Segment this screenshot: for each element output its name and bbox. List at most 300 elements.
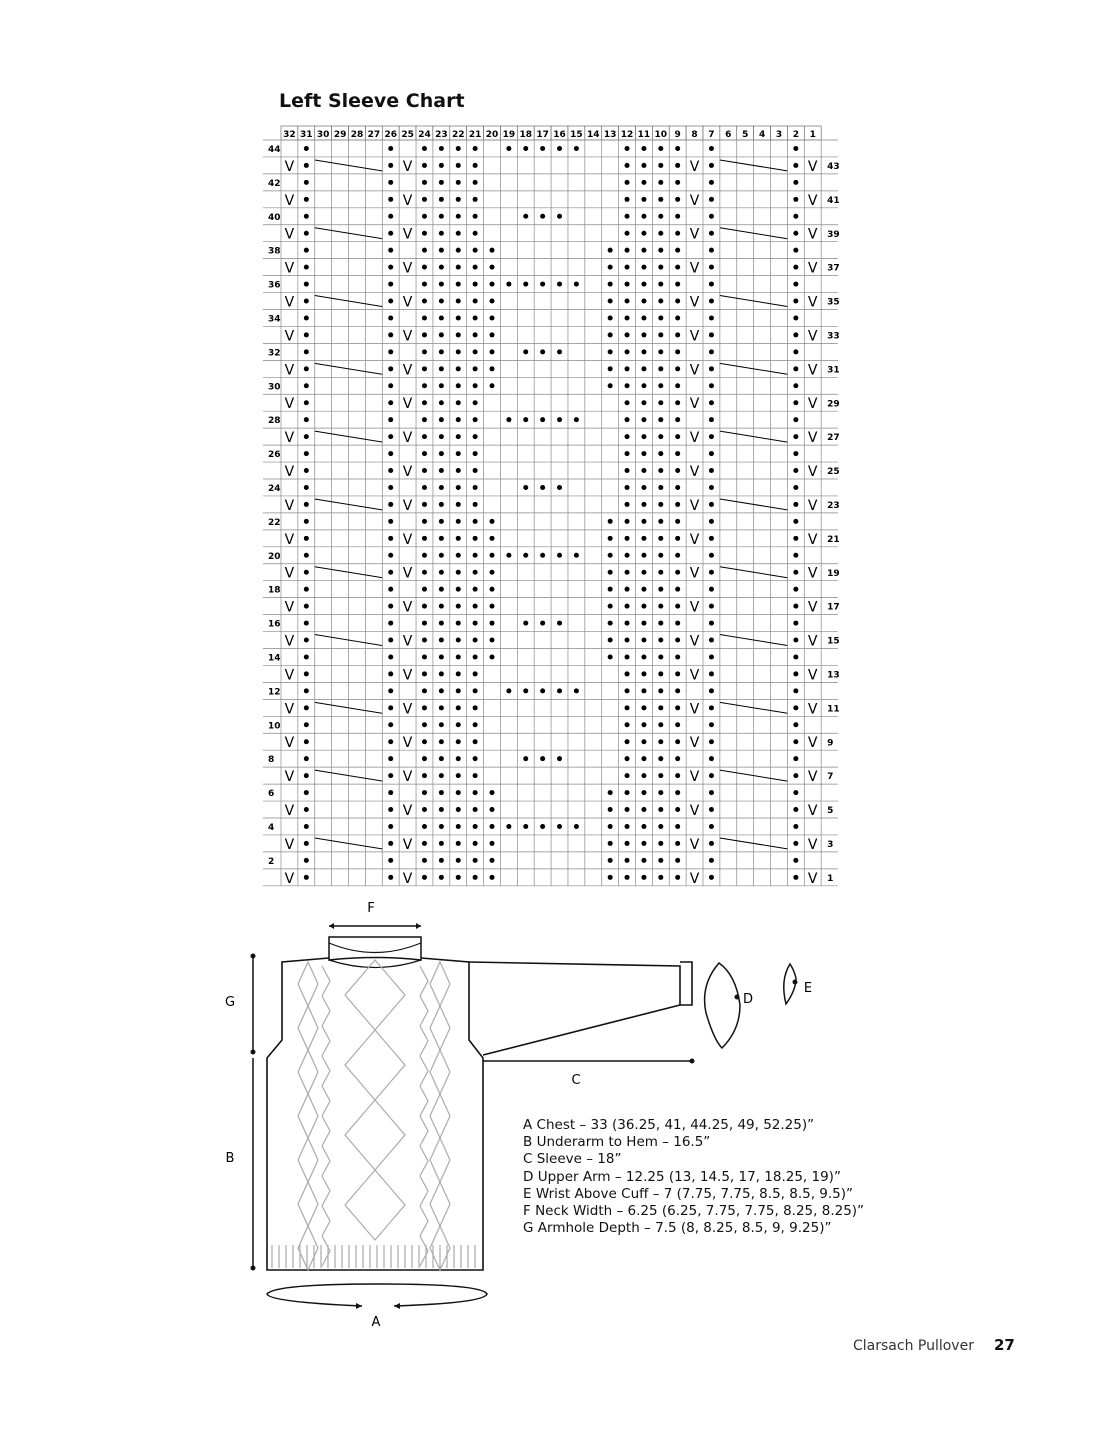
- slip-symbol: V: [689, 565, 700, 582]
- purl-symbol: [675, 146, 680, 151]
- purl-symbol: [608, 790, 613, 795]
- purl-symbol: [439, 671, 444, 676]
- purl-symbol: [557, 621, 562, 626]
- purl-symbol: [490, 654, 495, 659]
- purl-symbol: [793, 654, 798, 659]
- purl-symbol: [625, 299, 630, 304]
- purl-symbol: [625, 265, 630, 270]
- purl-symbol: [304, 756, 309, 761]
- purl-symbol: [490, 519, 495, 524]
- purl-symbol: [641, 654, 646, 659]
- purl-symbol: [675, 756, 680, 761]
- purl-symbol: [388, 282, 393, 287]
- purl-symbol: [388, 654, 393, 659]
- purl-symbol: [658, 163, 663, 168]
- purl-symbol: [456, 349, 461, 354]
- purl-symbol: [456, 231, 461, 236]
- purl-symbol: [625, 773, 630, 778]
- purl-symbol: [658, 434, 663, 439]
- purl-symbol: [388, 756, 393, 761]
- purl-symbol: [793, 807, 798, 812]
- purl-symbol: [422, 502, 427, 507]
- purl-symbol: [675, 231, 680, 236]
- chart-row-number: 12: [268, 687, 281, 698]
- purl-symbol: [456, 875, 461, 880]
- slip-symbol: V: [807, 565, 818, 582]
- purl-symbol: [641, 180, 646, 185]
- purl-symbol: [709, 519, 714, 524]
- purl-symbol: [625, 383, 630, 388]
- purl-symbol: [473, 282, 478, 287]
- purl-symbol: [574, 688, 579, 693]
- purl-symbol: [388, 739, 393, 744]
- purl-symbol: [439, 332, 444, 337]
- purl-symbol: [439, 638, 444, 643]
- purl-symbol: [304, 383, 309, 388]
- purl-symbol: [456, 587, 461, 592]
- purl-symbol: [557, 756, 562, 761]
- purl-symbol: [709, 214, 714, 219]
- purl-symbol: [658, 756, 663, 761]
- purl-symbol: [641, 553, 646, 558]
- purl-symbol: [658, 688, 663, 693]
- slip-symbol: V: [284, 192, 295, 209]
- purl-symbol: [625, 417, 630, 422]
- purl-symbol: [658, 400, 663, 405]
- purl-symbol: [473, 451, 478, 456]
- chart-row-number: 1: [827, 873, 834, 884]
- slip-symbol: V: [284, 294, 295, 311]
- purl-symbol: [641, 400, 646, 405]
- purl-symbol: [658, 349, 663, 354]
- purl-symbol: [304, 197, 309, 202]
- purl-symbol: [456, 265, 461, 270]
- purl-symbol: [540, 349, 545, 354]
- purl-symbol: [456, 282, 461, 287]
- purl-symbol: [793, 536, 798, 541]
- purl-symbol: [641, 214, 646, 219]
- purl-symbol: [557, 214, 562, 219]
- purl-symbol: [557, 417, 562, 422]
- slip-symbol: V: [689, 294, 700, 311]
- purl-symbol: [388, 604, 393, 609]
- measurement-text: Chest – 33 (36.25, 41, 44.25, 49, 52.25)”: [536, 1117, 815, 1133]
- slip-symbol: V: [807, 328, 818, 345]
- purl-symbol: [709, 197, 714, 202]
- purl-symbol: [422, 807, 427, 812]
- purl-symbol: [473, 366, 478, 371]
- chart-column-number: 18: [519, 130, 533, 140]
- purl-symbol: [625, 722, 630, 727]
- purl-symbol: [388, 332, 393, 337]
- purl-symbol: [608, 654, 613, 659]
- purl-symbol: [540, 688, 545, 693]
- purl-symbol: [658, 146, 663, 151]
- purl-symbol: [675, 841, 680, 846]
- purl-symbol: [675, 536, 680, 541]
- slip-symbol: V: [689, 226, 700, 243]
- purl-symbol: [709, 146, 714, 151]
- purl-symbol: [422, 604, 427, 609]
- purl-symbol: [490, 790, 495, 795]
- purl-symbol: [304, 553, 309, 558]
- slip-symbol: V: [402, 497, 413, 514]
- slip-symbol: V: [807, 633, 818, 650]
- purl-symbol: [439, 231, 444, 236]
- purl-symbol: [388, 502, 393, 507]
- purl-symbol: [473, 604, 478, 609]
- purl-symbol: [793, 163, 798, 168]
- purl-symbol: [709, 180, 714, 185]
- slip-symbol: V: [402, 735, 413, 752]
- purl-symbol: [625, 315, 630, 320]
- purl-symbol: [641, 315, 646, 320]
- purl-symbol: [422, 299, 427, 304]
- chart-row-number: 31: [827, 365, 840, 376]
- purl-symbol: [388, 858, 393, 863]
- purl-symbol: [456, 180, 461, 185]
- slip-symbol: V: [807, 599, 818, 616]
- slip-symbol: V: [689, 803, 700, 819]
- purl-symbol: [439, 824, 444, 829]
- purl-symbol: [658, 315, 663, 320]
- purl-symbol: [439, 282, 444, 287]
- purl-symbol: [608, 570, 613, 575]
- purl-symbol: [473, 231, 478, 236]
- purl-symbol: [456, 536, 461, 541]
- purl-symbol: [658, 621, 663, 626]
- chart-row-number: 34: [268, 314, 281, 325]
- purl-symbol: [388, 485, 393, 490]
- purl-symbol: [625, 553, 630, 558]
- slip-symbol: V: [284, 870, 295, 887]
- purl-symbol: [490, 604, 495, 609]
- chart-row-number: 28: [268, 416, 281, 427]
- purl-symbol: [675, 248, 680, 253]
- chart-column-number: 20: [485, 130, 499, 140]
- purl-symbol: [304, 570, 309, 575]
- purl-symbol: [304, 332, 309, 337]
- measurement-item: [523, 1151, 864, 1168]
- purl-symbol: [422, 485, 427, 490]
- purl-symbol: [304, 231, 309, 236]
- purl-symbol: [422, 638, 427, 643]
- purl-symbol: [473, 434, 478, 439]
- purl-symbol: [506, 282, 511, 287]
- slip-symbol: V: [402, 633, 413, 650]
- purl-symbol: [473, 858, 478, 863]
- chart-column-number: 3: [775, 130, 783, 140]
- chart-row-number: 21: [827, 534, 840, 545]
- purl-symbol: [641, 790, 646, 795]
- purl-symbol: [557, 485, 562, 490]
- slip-symbol: V: [689, 464, 700, 480]
- measurement-text: Upper Arm – 12.25 (13, 14.5, 17, 18.25, 19)”: [537, 1168, 841, 1185]
- purl-symbol: [456, 163, 461, 168]
- purl-symbol: [709, 739, 714, 744]
- purl-symbol: [388, 671, 393, 676]
- measurement-text: Neck Width – 6.25 (6.25, 7.75, 7.75, 8.25, 8.25)”: [535, 1203, 865, 1220]
- purl-symbol: [473, 400, 478, 405]
- purl-symbol: [456, 299, 461, 304]
- purl-symbol: [439, 756, 444, 761]
- purl-symbol: [675, 502, 680, 507]
- measurement-letter: A: [523, 1117, 533, 1133]
- slip-symbol: V: [402, 362, 413, 379]
- purl-symbol: [641, 163, 646, 168]
- purl-symbol: [608, 824, 613, 829]
- purl-symbol: [304, 790, 309, 795]
- purl-symbol: [439, 214, 444, 219]
- purl-symbol: [658, 705, 663, 710]
- purl-symbol: [304, 858, 309, 863]
- chart-column-number: 26: [384, 130, 397, 140]
- purl-symbol: [608, 638, 613, 643]
- purl-symbol: [608, 282, 613, 287]
- purl-symbol: [422, 332, 427, 337]
- purl-symbol: [675, 485, 680, 490]
- purl-symbol: [675, 722, 680, 727]
- slip-symbol: V: [689, 531, 700, 548]
- purl-symbol: [304, 705, 309, 710]
- purl-symbol: [490, 349, 495, 354]
- measurement-text: Wrist Above Cuff – 7 (7.75, 7.75, 8.5, 8.5, 9.5)”: [535, 1185, 854, 1202]
- purl-symbol: [456, 400, 461, 405]
- slip-symbol: V: [807, 836, 818, 853]
- purl-symbol: [422, 621, 427, 626]
- purl-symbol: [675, 180, 680, 185]
- purl-symbol: [608, 265, 613, 270]
- purl-symbol: [473, 671, 478, 676]
- chart-column-number: 29: [333, 130, 347, 140]
- chart-row-number: 15: [827, 636, 840, 647]
- purl-symbol: [456, 332, 461, 337]
- purl-symbol: [675, 366, 680, 371]
- purl-symbol: [540, 282, 545, 287]
- purl-symbol: [388, 299, 393, 304]
- purl-symbol: [422, 587, 427, 592]
- purl-symbol: [388, 434, 393, 439]
- purl-symbol: [456, 722, 461, 727]
- slip-symbol: V: [807, 701, 818, 718]
- purl-symbol: [304, 214, 309, 219]
- purl-symbol: [456, 688, 461, 693]
- purl-symbol: [456, 417, 461, 422]
- purl-symbol: [641, 332, 646, 337]
- purl-symbol: [709, 858, 714, 863]
- slip-symbol: V: [689, 396, 700, 413]
- purl-symbol: [473, 654, 478, 659]
- purl-symbol: [439, 536, 444, 541]
- purl-symbol: [641, 502, 646, 507]
- purl-symbol: [658, 180, 663, 185]
- purl-symbol: [574, 824, 579, 829]
- purl-symbol: [439, 654, 444, 659]
- purl-symbol: [422, 705, 427, 710]
- purl-symbol: [456, 214, 461, 219]
- chart-row-number: 16: [268, 619, 281, 630]
- purl-symbol: [439, 807, 444, 812]
- purl-symbol: [304, 502, 309, 507]
- purl-symbol: [388, 468, 393, 473]
- purl-symbol: [641, 858, 646, 863]
- purl-symbol: [490, 299, 495, 304]
- purl-symbol: [625, 790, 630, 795]
- purl-symbol: [304, 485, 309, 490]
- purl-symbol: [793, 570, 798, 575]
- purl-symbol: [439, 349, 444, 354]
- purl-symbol: [304, 638, 309, 643]
- measurement-item: [523, 1117, 864, 1134]
- purl-symbol: [793, 638, 798, 643]
- purl-symbol: [658, 858, 663, 863]
- purl-symbol: [793, 197, 798, 202]
- slip-symbol: V: [689, 362, 700, 379]
- purl-symbol: [675, 621, 680, 626]
- purl-symbol: [675, 299, 680, 304]
- purl-symbol: [658, 502, 663, 507]
- purl-symbol: [439, 841, 444, 846]
- purl-symbol: [608, 349, 613, 354]
- purl-symbol: [709, 299, 714, 304]
- purl-symbol: [625, 231, 630, 236]
- purl-symbol: [709, 502, 714, 507]
- purl-symbol: [304, 282, 309, 287]
- purl-symbol: [641, 519, 646, 524]
- chart-column-number: 25: [401, 130, 414, 140]
- collar: [329, 937, 421, 960]
- purl-symbol: [473, 638, 478, 643]
- purl-symbol: [658, 654, 663, 659]
- purl-symbol: [422, 824, 427, 829]
- purl-symbol: [675, 400, 680, 405]
- purl-symbol: [675, 163, 680, 168]
- purl-symbol: [304, 248, 309, 253]
- purl-symbol: [675, 315, 680, 320]
- purl-symbol: [523, 756, 528, 761]
- purl-symbol: [473, 180, 478, 185]
- chart-row-number: 42: [268, 178, 281, 189]
- chart-row-number: 37: [827, 263, 840, 274]
- slip-symbol: V: [284, 260, 295, 277]
- slip-symbol: V: [284, 803, 295, 819]
- purl-symbol: [658, 671, 663, 676]
- purl-symbol: [456, 705, 461, 710]
- purl-symbol: [304, 722, 309, 727]
- purl-symbol: [608, 248, 613, 253]
- purl-symbol: [709, 265, 714, 270]
- purl-symbol: [439, 248, 444, 253]
- chart-row-number: 36: [268, 280, 281, 291]
- a-dimension-ellipse: [267, 1284, 487, 1306]
- chart-column-number: 30: [316, 130, 330, 140]
- chart-column-number: 12: [620, 130, 634, 140]
- purl-symbol: [625, 807, 630, 812]
- purl-symbol: [658, 638, 663, 643]
- purl-symbol: [608, 332, 613, 337]
- purl-symbol: [439, 773, 444, 778]
- purl-symbol: [422, 688, 427, 693]
- purl-symbol: [793, 214, 798, 219]
- purl-symbol: [793, 468, 798, 473]
- purl-symbol: [793, 604, 798, 609]
- purl-symbol: [506, 146, 511, 151]
- chart-row-number: 2: [268, 856, 275, 867]
- purl-symbol: [675, 468, 680, 473]
- purl-symbol: [473, 739, 478, 744]
- purl-symbol: [658, 417, 663, 422]
- slip-symbol: V: [284, 633, 295, 650]
- chart-column-number: 22: [451, 130, 465, 140]
- purl-symbol: [793, 180, 798, 185]
- purl-symbol: [304, 807, 309, 812]
- purl-symbol: [388, 231, 393, 236]
- measurement-item: [523, 1186, 864, 1203]
- purl-symbol: [388, 638, 393, 643]
- slip-symbol: V: [402, 769, 413, 786]
- purl-symbol: [709, 417, 714, 422]
- purl-symbol: [473, 807, 478, 812]
- purl-symbol: [473, 790, 478, 795]
- measurement-letter: D: [523, 1168, 534, 1185]
- purl-symbol: [675, 858, 680, 863]
- purl-symbol: [439, 621, 444, 626]
- slip-symbol: V: [689, 769, 700, 786]
- purl-symbol: [709, 231, 714, 236]
- purl-symbol: [540, 214, 545, 219]
- purl-symbol: [388, 349, 393, 354]
- purl-symbol: [304, 434, 309, 439]
- chart-row-number: 13: [827, 670, 840, 681]
- purl-symbol: [793, 519, 798, 524]
- purl-symbol: [709, 366, 714, 371]
- chart-row-number: 30: [268, 382, 281, 393]
- purl-symbol: [388, 366, 393, 371]
- purl-symbol: [422, 570, 427, 575]
- slip-symbol: V: [284, 497, 295, 514]
- purl-symbol: [490, 332, 495, 337]
- purl-symbol: [709, 671, 714, 676]
- slip-symbol: V: [402, 464, 413, 480]
- purl-symbol: [625, 671, 630, 676]
- purl-symbol: [675, 790, 680, 795]
- purl-symbol: [304, 875, 309, 880]
- purl-symbol: [523, 553, 528, 558]
- chart-row-number: 6: [268, 789, 275, 800]
- slip-symbol: V: [689, 735, 700, 752]
- purl-symbol: [793, 146, 798, 151]
- purl-symbol: [456, 621, 461, 626]
- purl-symbol: [456, 756, 461, 761]
- purl-symbol: [793, 722, 798, 727]
- purl-symbol: [793, 383, 798, 388]
- purl-symbol: [388, 536, 393, 541]
- chart-column-number: 10: [654, 130, 668, 140]
- purl-symbol: [439, 146, 444, 151]
- purl-symbol: [709, 790, 714, 795]
- purl-symbol: [709, 604, 714, 609]
- slip-symbol: V: [284, 769, 295, 786]
- purl-symbol: [557, 282, 562, 287]
- purl-symbol: [658, 570, 663, 575]
- purl-symbol: [641, 349, 646, 354]
- chart-row-number: 39: [827, 229, 840, 240]
- purl-symbol: [625, 468, 630, 473]
- purl-symbol: [641, 722, 646, 727]
- e-dimension-loop: [784, 964, 796, 1004]
- purl-symbol: [709, 587, 714, 592]
- chart-row-number: 5: [827, 806, 834, 817]
